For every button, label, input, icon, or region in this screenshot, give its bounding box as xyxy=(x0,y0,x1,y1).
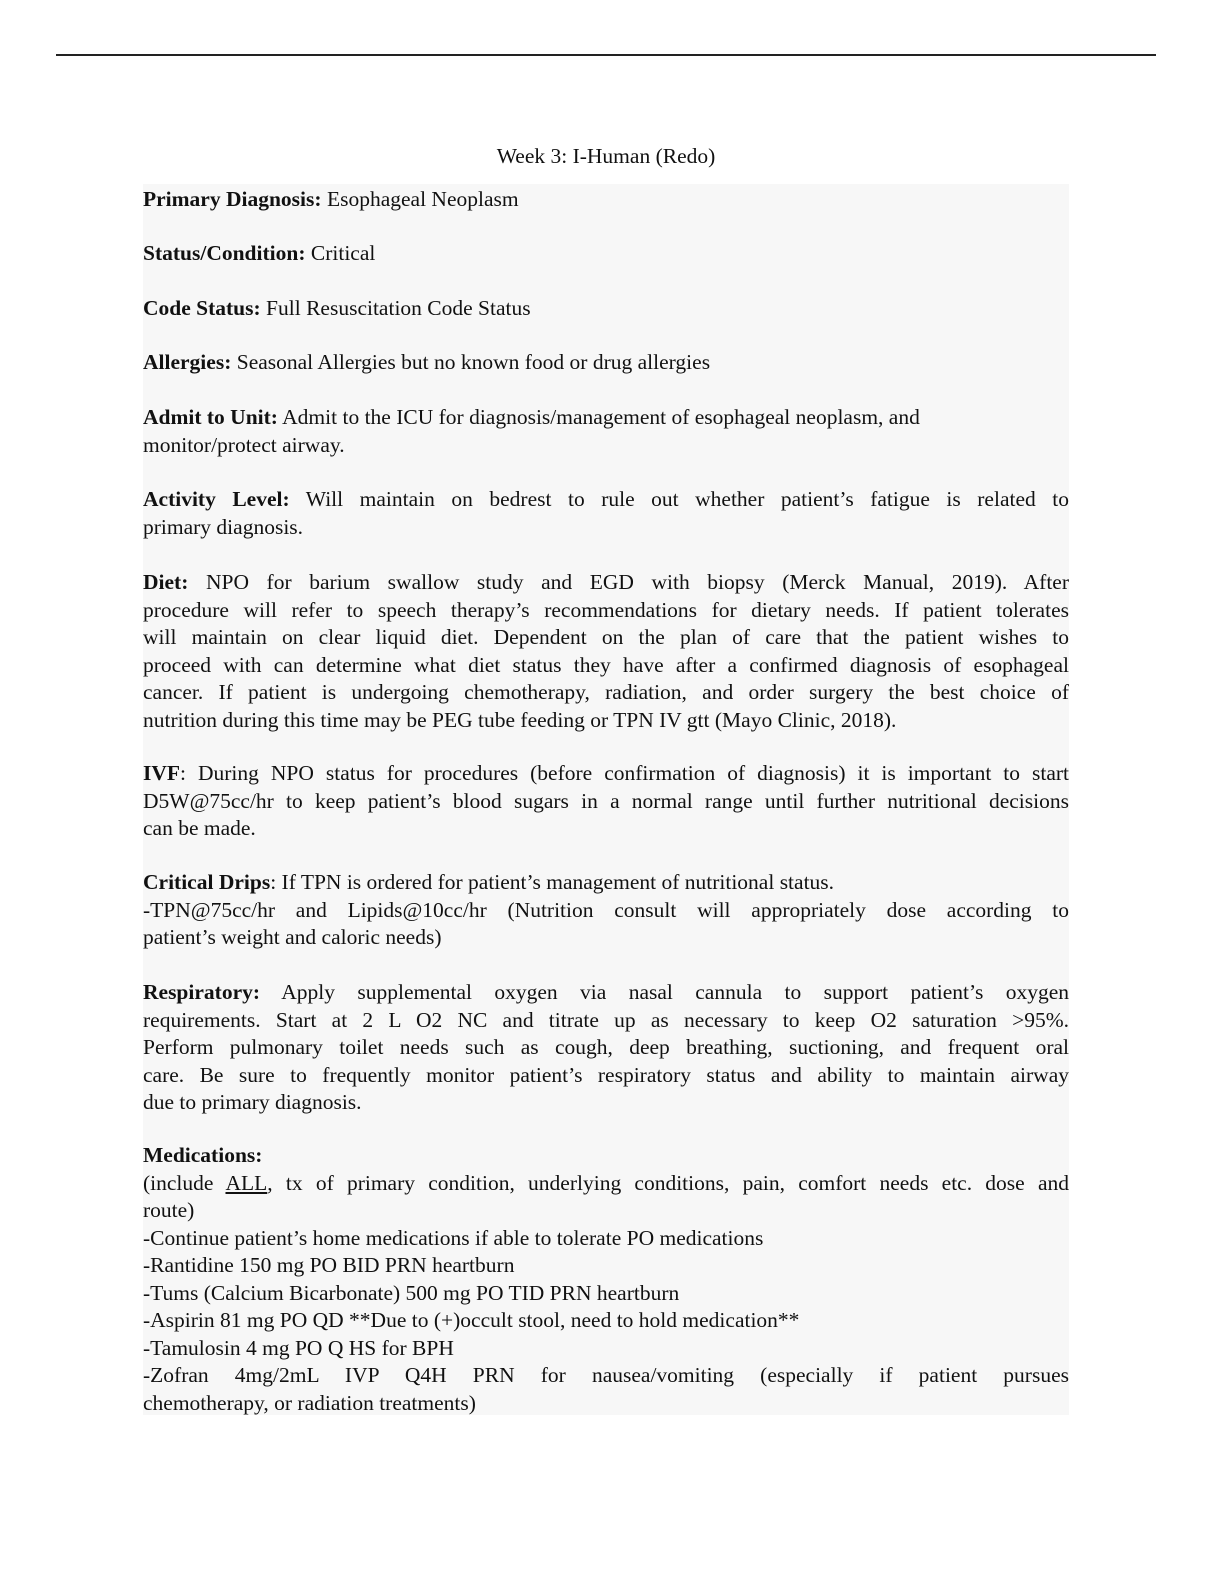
medication-zofran-line-1: -Zofran 4mg/2mL IVP Q4H PRN for nausea/vomiting (especially if patient pursues xyxy=(143,1363,1069,1387)
medication-item: -Tums (Calcium Bicarbonate) 500 mg PO TID PRN heartburn xyxy=(143,1280,680,1305)
ivf-label: IVF xyxy=(143,761,181,785)
allergies-label: Allergies: xyxy=(143,350,232,374)
code-status-label: Code Status: xyxy=(143,296,261,320)
respiratory-line-2: requirements. Start at 2 L O2 NC and titrate up as necessary to keep O2 saturation >95%. xyxy=(143,1007,1069,1032)
respiratory-line-5: due to primary diagnosis. xyxy=(143,1090,362,1114)
diet-line-4: proceed with can determine what diet status they have after a confirmed diagnosis of esophageal xyxy=(143,652,1069,677)
diet-label: Diet: xyxy=(143,570,189,594)
critical-drips-line-1: : If TPN is ordered for patient’s management of nutritional status. xyxy=(270,870,835,894)
diet xyxy=(143,569,1069,734)
diet-line-2: procedure will refer to speech therapy’s recommendations for dietary needs. If patient tolerates xyxy=(143,597,1069,622)
respiratory xyxy=(143,979,1069,1117)
medications-note xyxy=(143,1170,1069,1198)
medication-item: -Tamulosin 4 mg PO Q HS for BPH xyxy=(143,1335,454,1360)
ivf-line-3: can be made. xyxy=(143,816,256,840)
critical-drips xyxy=(143,869,1069,952)
primary-diagnosis-label: Primary Diagnosis: xyxy=(143,187,322,211)
status-condition-label: Status/Condition: xyxy=(143,241,306,265)
medications-note-all: ALL xyxy=(225,1170,268,1195)
admit-to-unit xyxy=(143,404,1069,459)
medications xyxy=(143,1142,1069,1417)
respiratory-line-4: care. Be sure to frequently monitor patient’s respiratory status and ability to maintain airway xyxy=(143,1062,1069,1087)
critical-drips-label: Critical Drips xyxy=(143,870,271,894)
diet-line-6: nutrition during this time may be PEG tube feeding or TPN IV gtt (Mayo Clinic, 2018). xyxy=(143,707,897,732)
activity-line-1: Will maintain on bedrest to rule out whether patient’s fatigue is related to xyxy=(289,487,1069,511)
primary-diagnosis-value: Esophageal Neoplasm xyxy=(321,187,519,211)
ivf xyxy=(143,760,1069,843)
ivf-line-1: : During NPO status for procedures (before confirmation of diagnosis) it is important to start xyxy=(180,761,1069,785)
medication-item: -Rantidine 150 mg PO BID PRN heartburn xyxy=(143,1253,515,1277)
critical-drips-line-2: -TPN@75cc/hr and Lipids@10cc/hr (Nutrition consult will appropriately dose according to xyxy=(143,897,1069,922)
medication-item: -Continue patient’s home medications if able to tolerate PO medications xyxy=(143,1225,764,1250)
activity-line-2: primary diagnosis. xyxy=(143,514,304,539)
medications-note-line-2: route) xyxy=(143,1198,195,1222)
status-condition xyxy=(143,240,1069,268)
diet-line-3: will maintain on clear liquid diet. Dependent on the plan of care that the patient wishes to xyxy=(143,625,1069,649)
respiratory-line-1: Apply supplemental oxygen via nasal cannula to support patient’s oxygen xyxy=(260,980,1069,1004)
primary-diagnosis xyxy=(143,186,1069,214)
document-title: Week 3: I-Human (Redo) xyxy=(496,144,716,168)
diet-line-5: cancer. If patient is undergoing chemotherapy, radiation, and order surgery the best choice of xyxy=(143,680,1069,704)
diet-line-1: NPO for barium swallow study and EGD with biopsy (Merck Manual, 2019). After xyxy=(188,570,1069,594)
code-status-value: Full Resuscitation Code Status xyxy=(260,296,531,320)
header-rule xyxy=(56,54,1156,56)
medication-item: -Aspirin 81 mg PO QD **Due to (+)occult stool, need to hold medication** xyxy=(143,1308,800,1332)
respiratory-line-3: Perform pulmonary toilet needs such as cough, deep breathing, suctioning, and frequent oral xyxy=(143,1035,1069,1059)
admit-label: Admit to Unit: xyxy=(143,405,278,429)
allergies xyxy=(143,349,1069,377)
admit-line-1: Admit to the ICU for diagnosis/management of esophageal neoplasm, and xyxy=(277,405,920,429)
code-status xyxy=(143,295,1069,323)
admit-line-2: monitor/protect airway. xyxy=(143,432,345,457)
activity-level xyxy=(143,486,1069,541)
activity-label: Activity Level: xyxy=(143,487,290,511)
document-body xyxy=(143,184,1069,1415)
allergies-value: Seasonal Allergies but no known food or drug allergies xyxy=(231,350,711,374)
status-condition-value: Critical xyxy=(305,241,376,265)
critical-drips-line-3: patient’s weight and caloric needs) xyxy=(143,925,442,949)
respiratory-label: Respiratory: xyxy=(143,980,261,1004)
medication-zofran-line-2: chemotherapy, or radiation treatments) xyxy=(143,1390,476,1415)
medications-label: Medications: xyxy=(143,1143,263,1167)
medications-note-pre: (include xyxy=(143,1170,226,1195)
ivf-line-2: D5W@75cc/hr to keep patient’s blood sugars in a normal range until further nutritional decisions xyxy=(143,788,1069,813)
medications-note-post: , tx of primary condition, underlying conditions, pain, comfort needs etc. dose and xyxy=(267,1170,1069,1195)
